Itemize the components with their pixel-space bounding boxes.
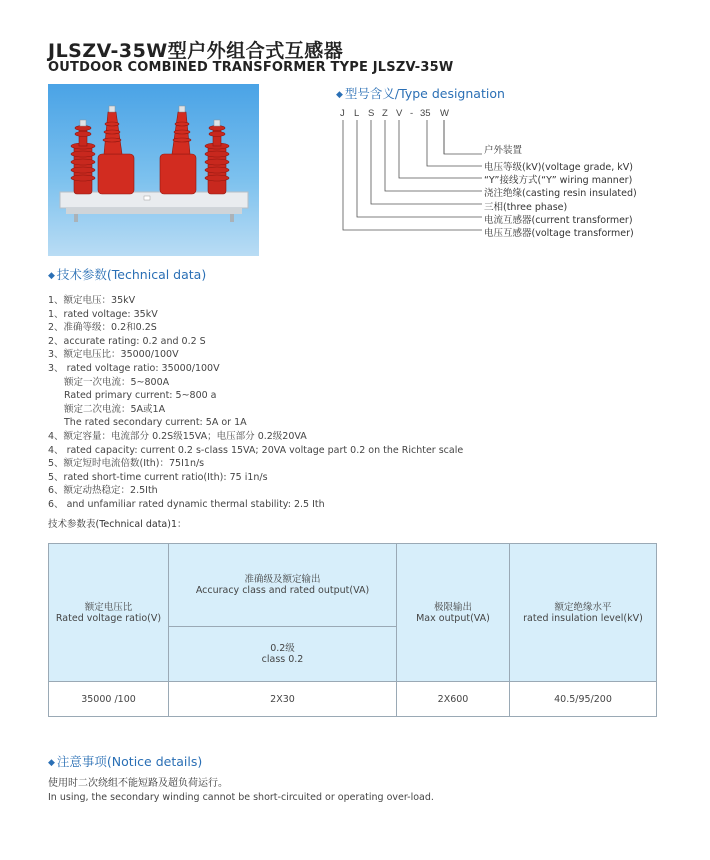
designation-letter: 35 [420, 108, 431, 119]
tech-line: 5、rated short-time current ratio(Ith): 75 i1n/s [48, 471, 268, 483]
header-en: Accuracy class and rated output(VA) [195, 585, 370, 596]
diamond-icon: ◆ [336, 90, 343, 100]
technical-list [48, 294, 463, 512]
tech-line: 2、accurate rating: 0.2 and 0.2 S [48, 335, 206, 347]
tech-line: 1、额定电压：35kV [48, 295, 136, 306]
tech-line: 4、 rated capacity: current 0.2 s-class 15VA; 20VA voltage part 0.2 on the Richter scale [48, 444, 464, 456]
designation-letter: Z [382, 108, 388, 119]
designation-letter: L [354, 108, 360, 119]
designation-label: 三相(three phase) [484, 202, 568, 213]
designation-letter: S [368, 108, 375, 119]
tech-line: 4、额定容量：电流部分 0.2S级15VA；电压部分 0.2级20VA [48, 430, 307, 442]
designation-letter: J [340, 108, 345, 119]
header-cn: 0.2级 [270, 643, 295, 654]
header-cn: 极限输出 [433, 601, 472, 613]
table-cell: 35000 /100 [49, 682, 169, 717]
transformer-illustration [48, 84, 259, 256]
header-accuracy [169, 544, 397, 627]
tech-line: 额定一次电流：5~800A [64, 376, 170, 388]
diamond-icon: ◆ [48, 271, 55, 281]
header-voltage-ratio [49, 544, 169, 682]
table-row [49, 682, 657, 717]
tech-line: 3、额定电压比：35000/100V [48, 349, 179, 361]
tech-line: 2、准确等级：0.2和0.2S [48, 322, 157, 334]
designation-heading-text: 型号含义/Type designation [344, 86, 505, 101]
header-en: class 0.2 [261, 654, 304, 665]
header-cn: 额定绝缘水平 [554, 601, 612, 613]
header-insulation [510, 544, 657, 682]
tech-line: The rated secondary current: 5A or 1A [64, 417, 247, 429]
technical-heading [48, 265, 206, 283]
header-en: Max output(VA) [416, 612, 490, 624]
tech-line: 1、rated voltage: 35kV [48, 308, 158, 320]
technical-heading-text: 技术参数(Technical data) [56, 267, 207, 282]
product-photo [48, 84, 259, 256]
designation-letter: W [440, 108, 449, 119]
designation-letter: - [410, 108, 414, 119]
notice-heading-text: 注意事项(Notice details) [56, 754, 203, 769]
designation-label: “Y”接线方式(“Y” wiring manner) [484, 175, 633, 186]
notice-text-cn: 使用时二次绕组不能短路及超负荷运行。 [48, 778, 228, 789]
designation-label: 户外装置 [484, 145, 523, 156]
header-max-output [397, 544, 510, 682]
header-cn: 准确级及额定输出 [244, 574, 321, 585]
header-cn: 额定电压比 [84, 601, 133, 613]
table-cell: 2X600 [397, 682, 510, 717]
designation-heading [336, 84, 505, 102]
notice-heading [48, 752, 202, 770]
header-class-0-2 [169, 627, 397, 682]
table-cell: 2X30 [169, 682, 397, 717]
page-subtitle: OUTDOOR COMBINED TRANSFORMER TYPE JLSZV-35W [48, 60, 454, 75]
designation-label: 电流互感器(current transformer) [484, 215, 633, 226]
tech-line: 3、 rated voltage ratio: 35000/100V [48, 362, 220, 374]
tech-line: 6、 and unfamiliar rated dynamic thermal stability: 2.5 Ith [48, 498, 325, 510]
tech-line: 5、额定短时电流倍数(Ith)：75I1n/s [48, 458, 205, 470]
page-title: JLSZV-35W型户外组合式互感器 [48, 40, 344, 62]
technical-data-table [48, 543, 657, 717]
designation-label: 电压等级(kV)(voltage grade, kV) [484, 162, 634, 173]
designation-label: 电压互感器(voltage transformer) [484, 228, 634, 239]
diamond-icon: ◆ [48, 758, 55, 768]
tech-line: Rated primary current: 5~800 a [64, 390, 217, 402]
designation-label: 浇注绝缘(casting resin insulated) [484, 188, 637, 199]
header-en: Rated voltage ratio(V) [55, 612, 162, 624]
tech-line: 额定二次电流：5A或1A [64, 403, 166, 415]
designation-connector-lines [336, 118, 486, 240]
designation-letter: V [396, 108, 403, 119]
tech-line: 6、额定动热稳定：2.5Ith [48, 485, 158, 497]
header-en: rated insulation level(kV) [523, 612, 643, 624]
table-cell: 40.5/95/200 [510, 682, 657, 717]
table-caption: 技术参数表(Technical data)1： [48, 519, 187, 530]
notice-text-en: In using, the secondary winding cannot be short-circuited or operating over-load. [48, 792, 434, 803]
